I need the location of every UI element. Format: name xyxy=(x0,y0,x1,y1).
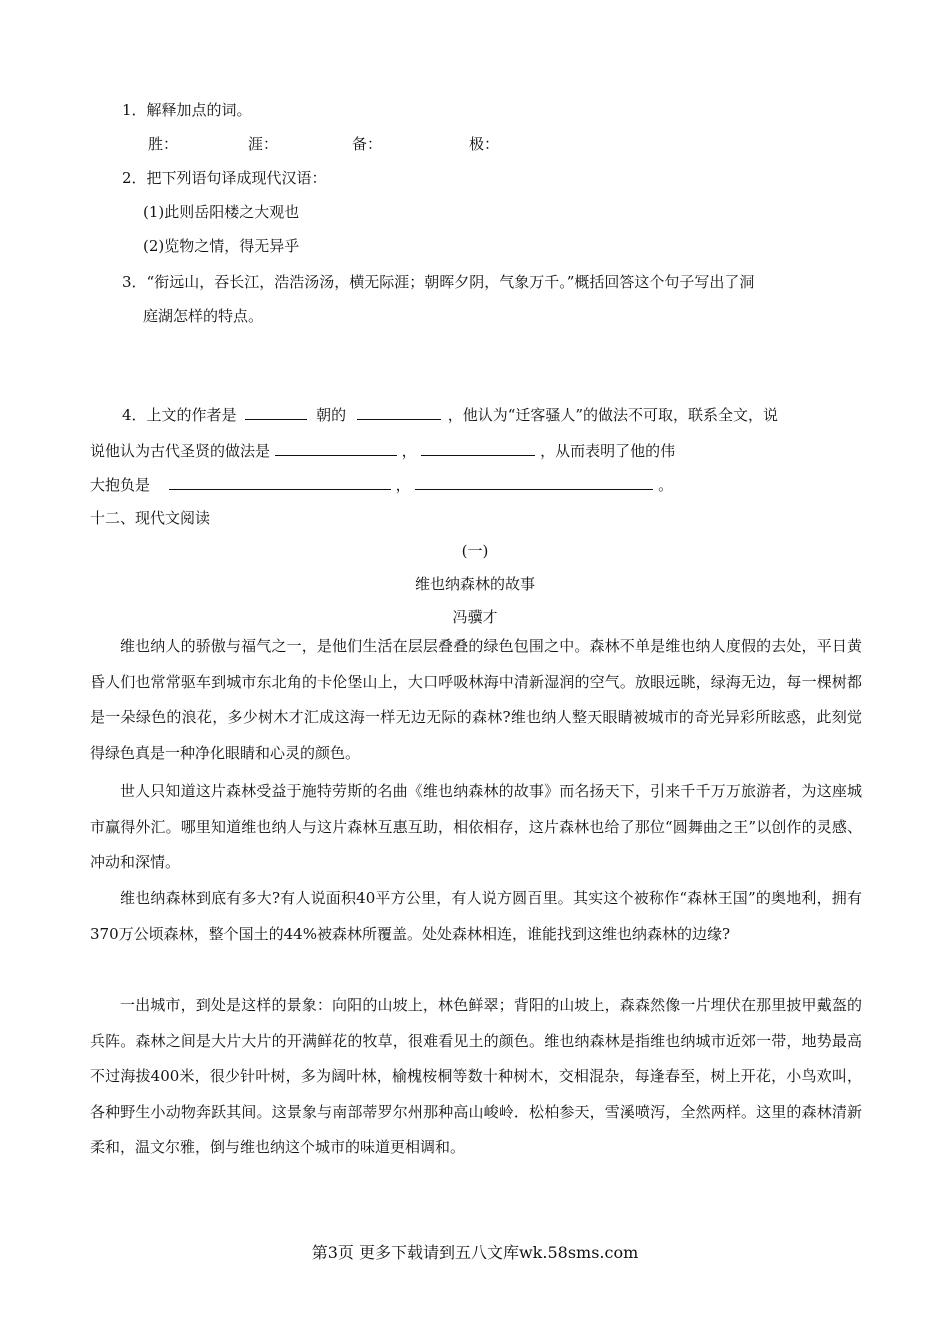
part-label: (一) xyxy=(461,542,489,560)
sage-practice-blank-2[interactable] xyxy=(421,440,535,456)
paragraph: 世人只知道这片森林受益于施特劳斯的名曲《维也纳森林的故事》而名扬天下，引来千千万万旅游者，为这座城市赢得外汇。哪里知道维也纳人与这片森林互惠互助，相依相存，这片森林也给了那位“圆舞曲之王”以创作的灵感、冲动和深情。 xyxy=(90,782,862,871)
q4-text: ， xyxy=(401,442,417,460)
q4-line2 xyxy=(90,440,675,461)
q4-text: 大抱负是 xyxy=(90,476,151,494)
q2-label: 2．把下列语句译成现代汉语： xyxy=(122,169,327,187)
dynasty-blank[interactable] xyxy=(357,404,441,420)
q2-item: (1)此则岳阳楼之大观也 xyxy=(143,203,300,221)
sage-practice-blank-1[interactable] xyxy=(275,440,397,456)
paragraph: 维也纳人的骄傲与福气之一，是他们生活在层层叠叠的绿色包围之中。森林不单是维也纳人度假的去处，平日黄昏人们也常常驱车到城市东北角的卡伦堡山上，大口呼吸林海中清新湿润的空气。放眼远眺，绿海无边，每一棵树都是一朵绿色的浪花，多少树木才汇成这海一样无边无际的森林?维也纳人整天眼睛被城市的奇光异彩所眩惑，此刻觉得绿色真是一种净化眼睛和心灵的颜色。 xyxy=(90,637,862,762)
section-heading: 十二、现代文阅读 xyxy=(90,509,211,527)
q4-line3 xyxy=(90,474,673,495)
q1-label: 1．解释加点的词。 xyxy=(122,101,252,119)
q4-text: ，从而表明了他的伟 xyxy=(540,442,676,460)
paragraph: 维也纳森林到底有多大?有人说面积40平方公里，有人说方圆百里。其实这个被称作“森林王国”的奥地利，拥有370万公顷森林，整个国土的44%被森林所覆盖。处处森林相连，谁能找到这维也纳森林的边缘? xyxy=(90,889,862,943)
q4-text: 4．上文的作者是 xyxy=(122,406,237,424)
paragraph: 一出城市，到处是这样的景象：向阳的山坡上，林色鲜翠；背阳的山坡上，森森然像一片埋伏在那里披甲戴盔的兵阵。森林之间是大片大片的开满鲜花的牧草，很难看见土的颜色。维也纳森林是指维也纳城市近郊一带，地势最高不过海拔400米，很少针叶树，多为阔叶林，榆槐桉桐等数十种树木，交相混杂，每逢春至，树上开花，小鸟欢叫，各种野生小动物奔跃其间。这景象与南部蒂罗尔州那种高山峻岭．松柏参天，雪溪喷泻，全然两样。这里的森林清新柔和，温文尔雅，倒与维也纳这个城市的味道更相调和。 xyxy=(90,996,862,1156)
q3-line2: 庭湖怎样的特点。 xyxy=(143,307,264,325)
ambition-blank-1[interactable] xyxy=(169,474,391,490)
q1-word: 极： xyxy=(469,135,500,153)
article-title: 维也纳森林的故事 xyxy=(414,575,535,593)
q1-word: 胜： xyxy=(148,135,179,153)
q2-item: (2)览物之情，得无异乎 xyxy=(143,237,300,255)
q4-text: 说他认为古代圣贤的做法是 xyxy=(90,442,271,460)
author-blank[interactable] xyxy=(245,404,307,420)
q4-text: ， xyxy=(395,476,411,494)
article-author: 冯骥才 xyxy=(452,608,498,626)
q4-line1 xyxy=(122,404,778,425)
q4-text: ，他认为“迁客骚人”的做法不可取，联系全文，说 xyxy=(447,406,779,424)
q4-text: 朝的 xyxy=(316,406,347,424)
ambition-blank-2[interactable] xyxy=(415,474,653,490)
page-footer: 第3页 更多下载请到五八文库wk.58sms.com xyxy=(311,1243,639,1262)
q4-text: 。 xyxy=(658,476,674,494)
q3-line1: 3．“衔远山，吞长江，浩浩汤汤，横无际涯；朝晖夕阴，气象万千。”概括回答这个句子写出了洞 xyxy=(122,273,755,291)
q1-word: 备： xyxy=(352,135,383,153)
q1-word: 涯： xyxy=(248,135,279,153)
